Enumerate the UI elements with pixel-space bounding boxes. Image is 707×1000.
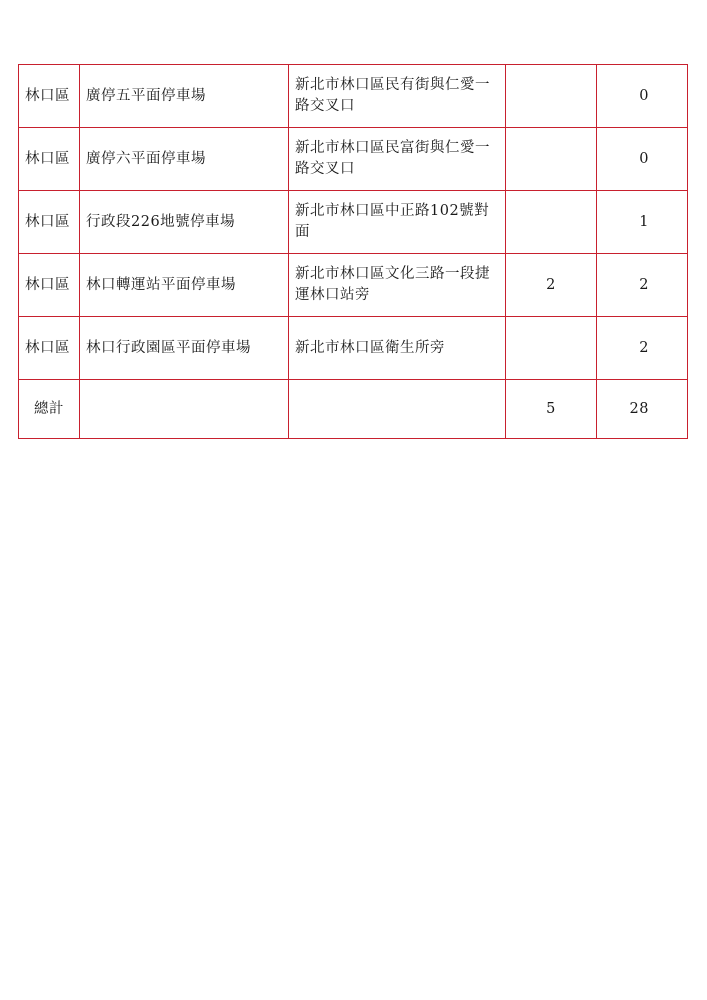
address-cell: 新北市林口區中正路102號對面 — [289, 191, 506, 254]
count-cell-a — [506, 317, 597, 380]
total-label: 總計 — [19, 380, 80, 439]
district-cell: 林口區 — [19, 191, 80, 254]
district-cell: 林口區 — [19, 128, 80, 191]
table-row — [19, 65, 688, 128]
table-row — [19, 317, 688, 380]
table-row — [19, 191, 688, 254]
total-count-a: 5 — [506, 380, 597, 439]
total-name-cell — [80, 380, 289, 439]
count-cell-a — [506, 65, 597, 128]
count-cell-a — [506, 191, 597, 254]
count-cell-b: 2 — [597, 254, 688, 317]
parking-name-cell: 廣停六平面停車場 — [80, 128, 289, 191]
count-cell-b: 1 — [597, 191, 688, 254]
district-cell: 林口區 — [19, 65, 80, 128]
table-row — [19, 128, 688, 191]
address-cell: 新北市林口區文化三路一段捷運林口站旁 — [289, 254, 506, 317]
count-cell-a — [506, 128, 597, 191]
address-cell: 新北市林口區民有街與仁愛一路交叉口 — [289, 65, 506, 128]
parking-name-cell: 林口行政園區平面停車場 — [80, 317, 289, 380]
table-row — [19, 254, 688, 317]
parking-name-cell: 廣停五平面停車場 — [80, 65, 289, 128]
total-row — [19, 380, 688, 439]
total-count-b: 28 — [597, 380, 688, 439]
parking-table — [18, 64, 688, 439]
total-address-cell — [289, 380, 506, 439]
parking-name-cell: 林口轉運站平面停車場 — [80, 254, 289, 317]
count-cell-b: 2 — [597, 317, 688, 380]
count-cell-b: 0 — [597, 128, 688, 191]
parking-name-cell: 行政段226地號停車場 — [80, 191, 289, 254]
count-cell-a: 2 — [506, 254, 597, 317]
count-cell-b: 0 — [597, 65, 688, 128]
district-cell: 林口區 — [19, 317, 80, 380]
address-cell: 新北市林口區民富街與仁愛一路交叉口 — [289, 128, 506, 191]
district-cell: 林口區 — [19, 254, 80, 317]
address-cell: 新北市林口區衛生所旁 — [289, 317, 506, 380]
